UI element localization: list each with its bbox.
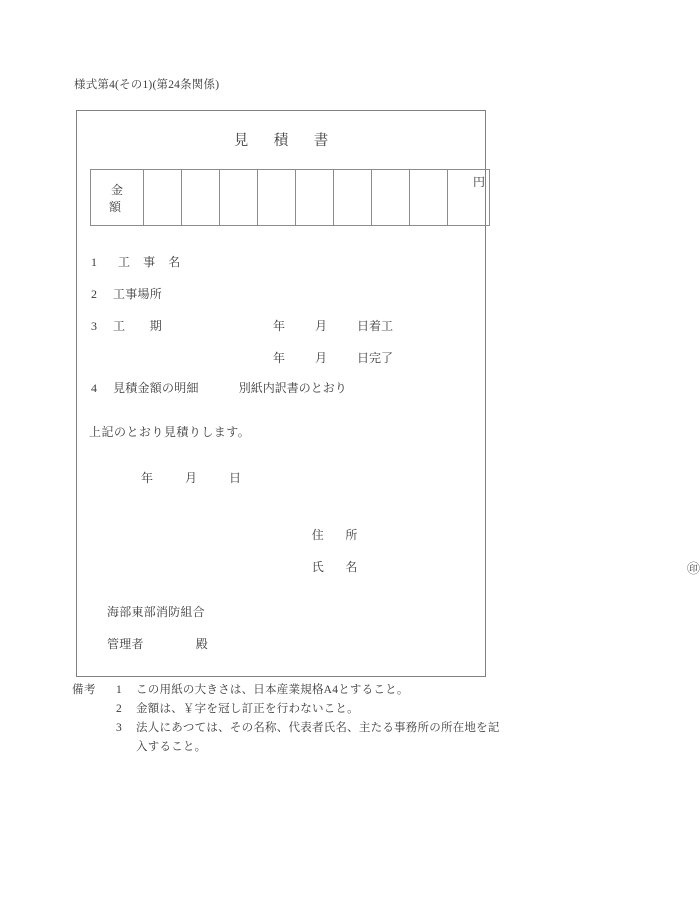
seal-stamp-icon: ㊞ xyxy=(687,561,700,576)
item-label: 見積金額の明細 xyxy=(113,381,199,395)
recipient-role-row xyxy=(107,635,208,652)
note-text-continuation: 入すること。 xyxy=(136,741,207,753)
amount-digit-cell[interactable] xyxy=(410,170,448,226)
amount-digit-cell[interactable] xyxy=(296,170,334,226)
address-field-label: 住 所 xyxy=(311,528,363,542)
note-text: 法人にあつては、その名称、代表者氏名、主たる事務所の所在地を記 xyxy=(136,722,500,734)
item-number: 2 xyxy=(91,287,97,301)
name-field-label: 氏 名 xyxy=(311,560,363,574)
note-text: この用紙の大きさは、日本産業規格A4とすること。 xyxy=(136,684,409,696)
note-text: 金額は、￥字を冠し訂正を行わないこと。 xyxy=(136,703,359,715)
estimate-form-sheet xyxy=(76,110,700,677)
note-number: 1 xyxy=(116,684,122,696)
amount-digit-cell[interactable] xyxy=(144,170,182,226)
estimate-statement: 上記のとおり見積りします。 xyxy=(89,425,251,439)
amount-digit-cell[interactable] xyxy=(258,170,296,226)
footnotes-list xyxy=(116,681,592,757)
date-year-label: 年 xyxy=(141,471,154,485)
recipient-role: 管理者 xyxy=(107,637,144,651)
list-item xyxy=(116,719,592,757)
date-month-label: 月 xyxy=(315,351,328,365)
page-title: 見 積 書 xyxy=(233,133,334,149)
amount-digit-cell[interactable] xyxy=(372,170,410,226)
footnotes-heading: 備考 xyxy=(72,684,96,696)
item-number: 3 xyxy=(91,319,97,333)
list-item xyxy=(116,700,592,719)
kouki-start-date-line[interactable] xyxy=(273,317,393,334)
form-item-meisai xyxy=(91,379,347,396)
item-number: 4 xyxy=(91,381,97,395)
list-item xyxy=(116,681,592,700)
name-field-row[interactable] xyxy=(307,558,700,576)
table-row xyxy=(91,170,490,226)
item-label: 工事場所 xyxy=(113,287,162,301)
amount-digit-cell[interactable] xyxy=(220,170,258,226)
date-day-label: 日 xyxy=(229,471,242,485)
date-month-label: 月 xyxy=(315,319,328,333)
form-item-koujimei xyxy=(91,253,185,270)
signature-date-line[interactable] xyxy=(141,469,241,486)
form-item-koujibasho xyxy=(91,285,162,302)
note-number: 3 xyxy=(116,722,122,734)
recipient-honorific: 殿 xyxy=(195,637,208,651)
recipient-organization: 海部東部消防組合 xyxy=(107,605,205,619)
date-day-label: 日着工 xyxy=(357,319,394,333)
date-year-label: 年 xyxy=(273,319,286,333)
item-label: 工 事 名 xyxy=(118,255,186,269)
kouki-end-date-line[interactable] xyxy=(273,349,393,366)
form-item-kouki xyxy=(91,317,162,334)
item-label: 工 期 xyxy=(113,319,162,333)
note-number: 2 xyxy=(116,703,122,715)
form-number-header: 様式第4(その1)(第24条関係) xyxy=(74,79,220,91)
item-extra-note: 別紙内訳書のとおり xyxy=(238,381,347,395)
item-number: 1 xyxy=(91,255,97,269)
amount-unit-cell[interactable]: 円 xyxy=(448,170,490,226)
footnotes-section xyxy=(72,681,592,757)
amount-digit-cell[interactable] xyxy=(334,170,372,226)
amount-digit-cell[interactable] xyxy=(182,170,220,226)
amount-label-cell: 金 額 xyxy=(91,170,144,226)
date-month-label: 月 xyxy=(185,471,198,485)
address-field-row[interactable] xyxy=(307,526,362,543)
date-year-label: 年 xyxy=(273,351,286,365)
date-day-label: 日完了 xyxy=(357,351,394,365)
amount-table xyxy=(90,169,490,226)
